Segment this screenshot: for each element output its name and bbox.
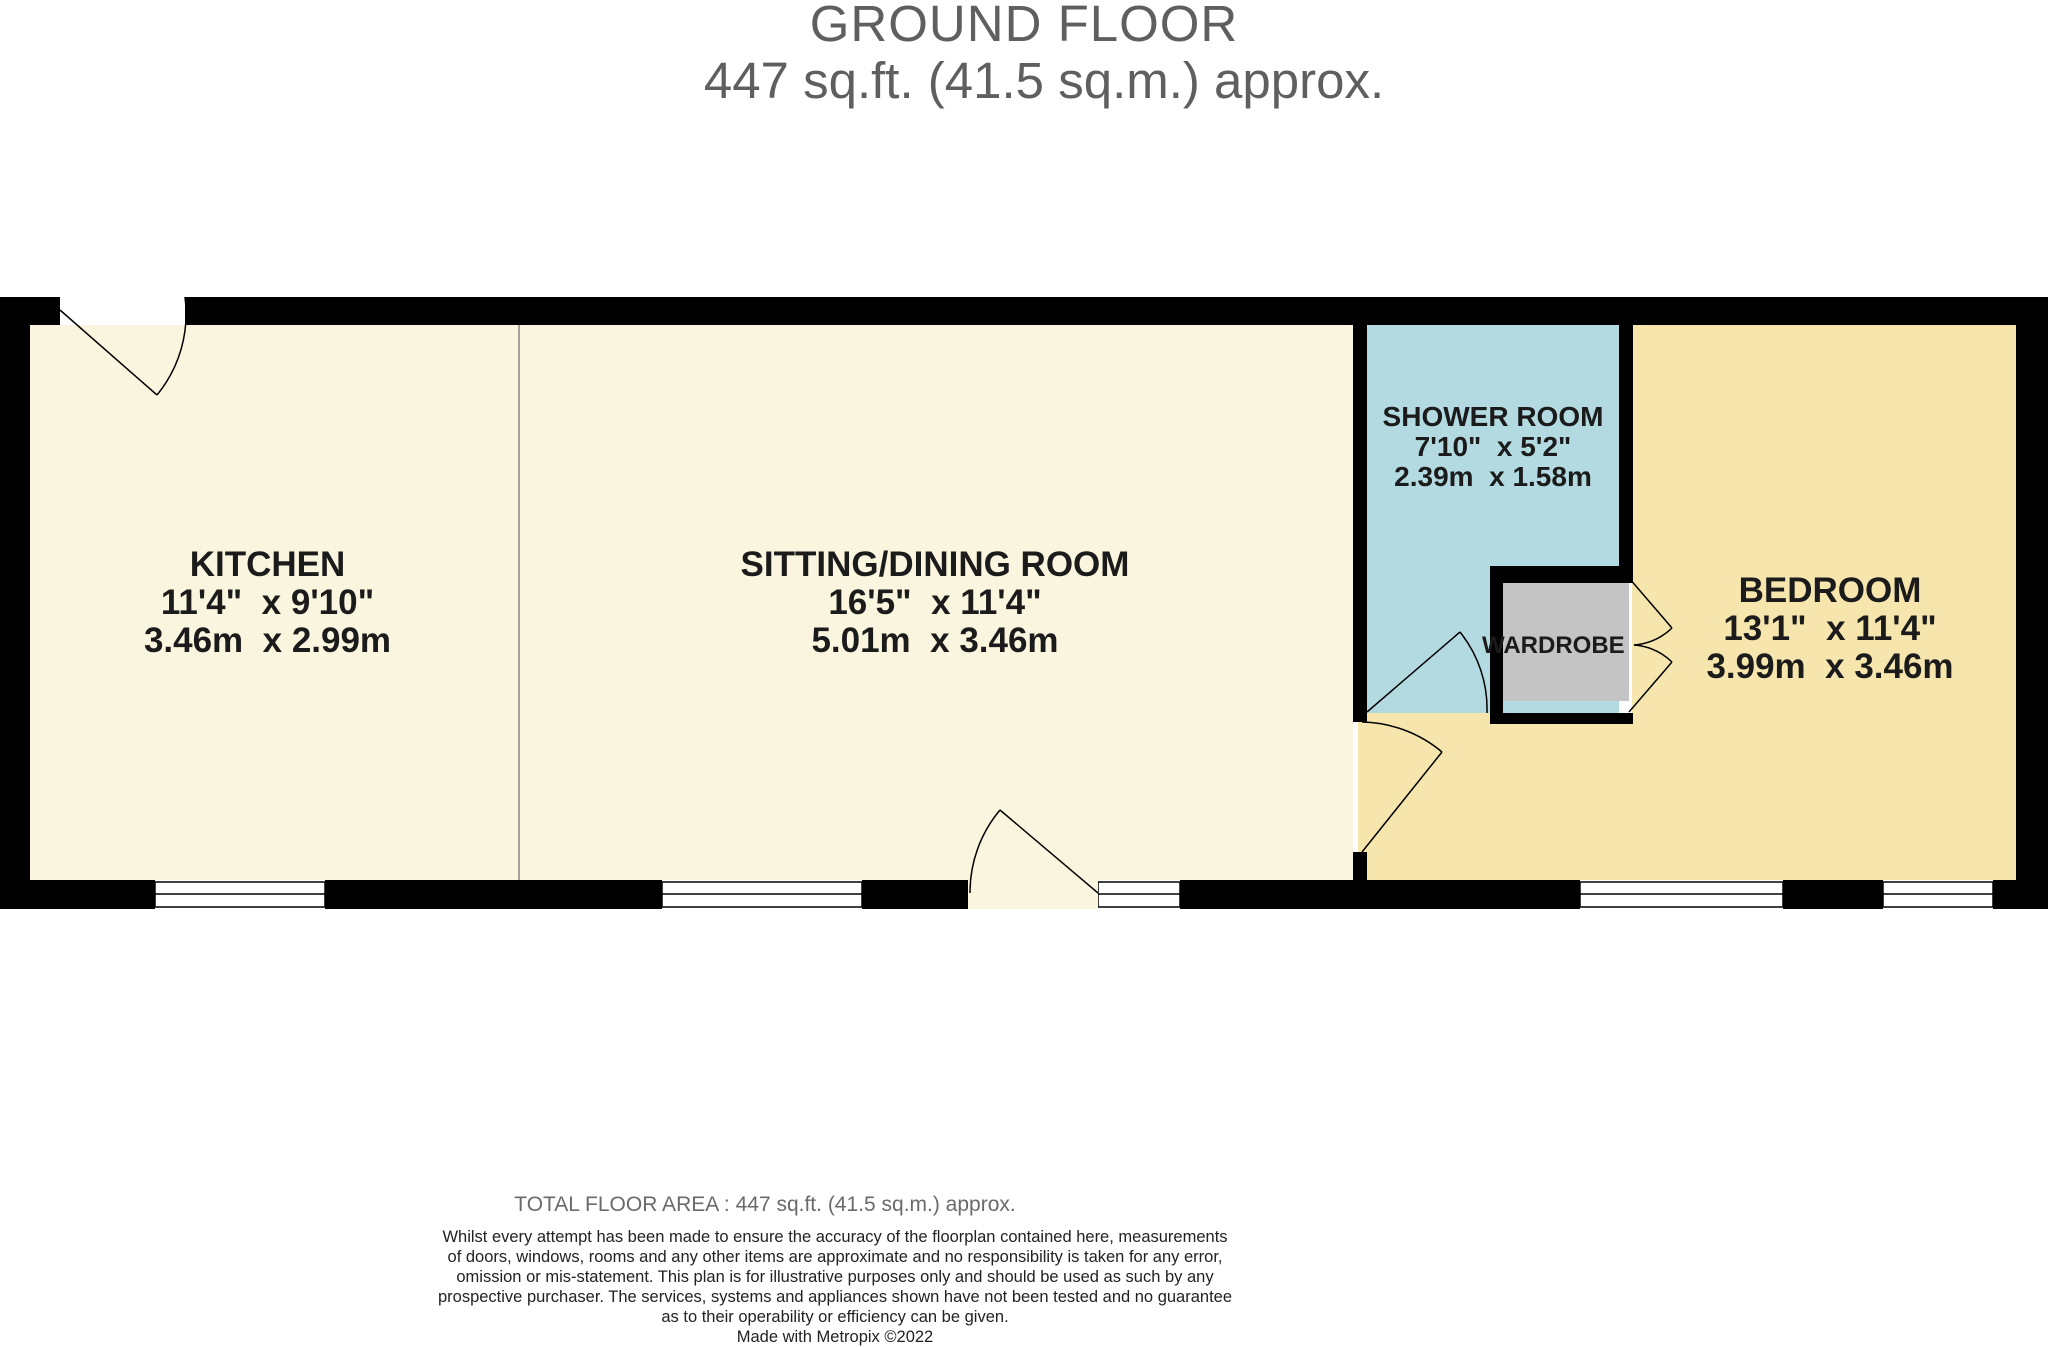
- disclaimer-line: as to their operability or efficiency can be given.: [661, 1308, 1009, 1326]
- shower-room-imperial: 7'10" x 5'2": [1414, 431, 1572, 463]
- shower-room-label: [1366, 402, 1620, 493]
- wardrobe-label: WARDROBE: [1482, 632, 1625, 659]
- floor-title: GROUND FLOOR: [809, 0, 1239, 52]
- disclaimer-line: of doors, windows, rooms and any other items are approximate and no responsibility is taken for any error,: [447, 1248, 1223, 1266]
- sitting-dining-imperial: 16'5" x 11'4": [828, 582, 1042, 622]
- bedroom-name: BEDROOM: [1738, 571, 1922, 610]
- shower-room-name: SHOWER ROOM: [1382, 401, 1604, 432]
- bedroom-metric: 3.99m x 3.46m: [1706, 646, 1954, 686]
- disclaimer-line: Whilst every attempt has been made to ensure the accuracy of the floorplan contained here, measurements: [442, 1228, 1228, 1246]
- disclaimer-line: omission or mis-statement. This plan is for illustrative purposes only and should be used as such by any: [456, 1268, 1214, 1286]
- made-with-credit: Made with Metropix ©2022: [736, 1328, 934, 1346]
- shower-room-metric: 2.39m x 1.58m: [1394, 461, 1592, 493]
- sitting-dining-metric: 5.01m x 3.46m: [811, 620, 1059, 660]
- kitchen-metric: 3.46m x 2.99m: [143, 620, 392, 660]
- bedroom-label: [1680, 572, 1980, 685]
- disclaimer-line: prospective purchaser. The services, systems and appliances shown have not been tested and no guarantee: [437, 1288, 1233, 1306]
- kitchen-label: [120, 546, 415, 659]
- kitchen-imperial: 11'4" x 9'10": [160, 582, 375, 622]
- total-floor-area: TOTAL FLOOR AREA : 447 sq.ft. (41.5 sq.m.) approx.: [514, 1193, 1016, 1216]
- bedroom-imperial: 13'1" x 11'4": [1723, 608, 1937, 648]
- floor-area: 447 sq.ft. (41.5 sq.m.) approx.: [703, 52, 1385, 109]
- front-door-opening: [968, 880, 1098, 909]
- sitting-dining-name: SITTING/DINING ROOM: [740, 545, 1130, 584]
- disclaimer: [437, 1227, 1233, 1347]
- sitting-dining-label: [715, 546, 1155, 659]
- kitchen-name: KITCHEN: [189, 545, 346, 584]
